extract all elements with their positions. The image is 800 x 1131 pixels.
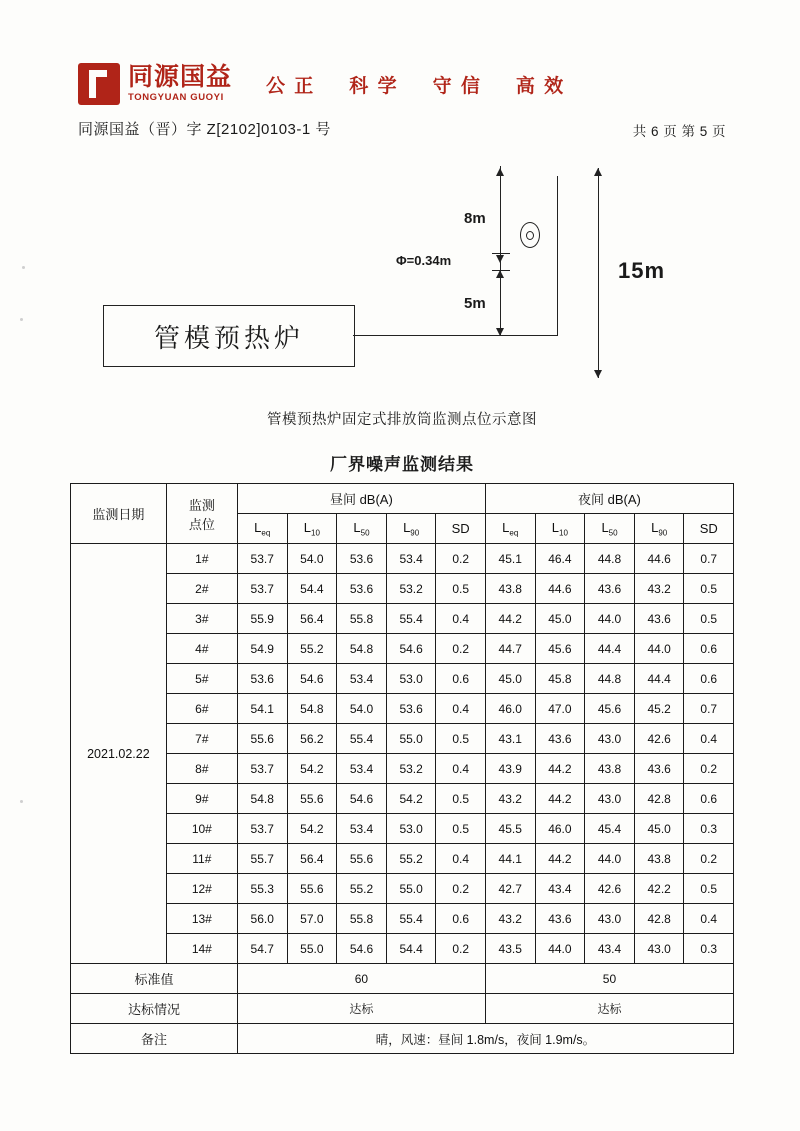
cell-night-l90: 44.0	[634, 634, 684, 664]
cell-day-leq: 56.0	[237, 904, 287, 934]
cell-day-l90: 55.4	[386, 904, 436, 934]
cell-day-l10: 56.4	[287, 844, 337, 874]
cell-day-l50: 53.6	[337, 544, 387, 574]
table-header-row-1	[71, 484, 734, 514]
cell-night-l10: 46.4	[535, 544, 585, 574]
cell-day-sd: 0.2	[436, 544, 485, 574]
slogan-4: 高 效	[515, 75, 566, 97]
cell-night-leq: 43.9	[485, 754, 535, 784]
diameter-tick-top	[492, 253, 510, 254]
header-night-l10: $L_{10}$	[535, 514, 585, 544]
value-note: 晴，风速：昼间 1.8m/s，夜间 1.9m/s。	[237, 1024, 733, 1054]
company-name-cn: 同源国益	[128, 63, 233, 92]
cell-day-sd: 0.5	[436, 724, 485, 754]
cell-point: 4#	[166, 634, 237, 664]
page-indicator: 共 6 页 第 5 页	[632, 124, 726, 139]
cell-day-l10: 54.6	[287, 664, 337, 694]
cell-night-sd: 0.3	[684, 934, 734, 964]
cell-night-leq: 45.5	[485, 814, 535, 844]
duct-horizontal-line	[353, 335, 558, 336]
header-day-sd: SD	[436, 514, 485, 544]
header-day-leq: $L_{eq}$	[237, 514, 287, 544]
cell-night-l10: 44.6	[535, 574, 585, 604]
cell-night-l50: 45.6	[585, 694, 635, 724]
cell-night-leq: 46.0	[485, 694, 535, 724]
cell-night-l10: 43.6	[535, 724, 585, 754]
company-name-en: TONGYUAN GUOYI	[128, 92, 224, 104]
furnace-label: 管模预热炉	[153, 323, 304, 353]
cell-day-l50: 53.4	[337, 814, 387, 844]
cell-day-leq: 55.3	[237, 874, 287, 904]
cell-night-l90: 45.2	[634, 694, 684, 724]
document-number: 同源国益（晋）字 Z[2102]0103-1 号	[78, 121, 331, 138]
cell-day-l90: 55.0	[386, 724, 436, 754]
cell-day-l90: 54.2	[386, 784, 436, 814]
cell-day-sd: 0.5	[436, 784, 485, 814]
cell-day-sd: 0.6	[436, 904, 485, 934]
cell-night-l50: 45.4	[585, 814, 635, 844]
cell-day-l10: 55.2	[287, 634, 337, 664]
cell-night-leq: 42.7	[485, 874, 535, 904]
cell-night-l50: 43.0	[585, 904, 635, 934]
cell-day-leq: 53.7	[237, 574, 287, 604]
cell-night-leq: 45.1	[485, 544, 535, 574]
table-row	[71, 934, 734, 964]
cell-day-l50: 55.2	[337, 874, 387, 904]
header-point-line2: 点位	[188, 516, 215, 532]
cell-night-l90: 42.8	[634, 784, 684, 814]
cell-day-l10: 55.0	[287, 934, 337, 964]
cell-night-leq: 43.1	[485, 724, 535, 754]
cell-night-l50: 43.4	[585, 934, 635, 964]
diagram-caption: 管模预热炉固定式排放筒监测点位示意图	[267, 412, 537, 428]
cell-point: 9#	[166, 784, 237, 814]
cell-day-l50: 54.8	[337, 634, 387, 664]
company-logo-icon	[78, 63, 120, 105]
cell-day-l90: 53.6	[386, 694, 436, 724]
cell-night-sd: 0.3	[684, 814, 734, 844]
table-row	[71, 754, 734, 784]
cell-day-sd: 0.6	[436, 664, 485, 694]
cell-day-l10: 54.4	[287, 574, 337, 604]
cell-night-sd: 0.5	[684, 574, 734, 604]
header-date: 监测日期	[71, 484, 167, 544]
cell-night-leq: 44.1	[485, 844, 535, 874]
cell-night-l10: 43.6	[535, 904, 585, 934]
header-night-group: 夜间 dB(A)	[485, 484, 733, 514]
cell-day-leq: 55.9	[237, 604, 287, 634]
cell-day-l90: 54.6	[386, 634, 436, 664]
cell-point: 11#	[166, 844, 237, 874]
cell-day-l10: 54.0	[287, 544, 337, 574]
cell-night-l10: 45.6	[535, 634, 585, 664]
slogan-list	[266, 71, 565, 98]
cell-night-sd: 0.4	[684, 904, 734, 934]
scan-artifact	[22, 266, 25, 269]
cell-night-sd: 0.2	[684, 754, 734, 784]
cell-day-leq: 53.7	[237, 754, 287, 784]
cell-night-leq: 44.7	[485, 634, 535, 664]
cell-point: 7#	[166, 724, 237, 754]
label-compliance: 达标情况	[71, 994, 238, 1024]
cell-night-sd: 0.6	[684, 784, 734, 814]
cell-night-l50: 44.4	[585, 634, 635, 664]
diameter-tick-bottom	[492, 270, 510, 271]
cell-night-l10: 45.8	[535, 664, 585, 694]
cell-night-sd: 0.6	[684, 634, 734, 664]
cell-day-l50: 53.6	[337, 574, 387, 604]
cell-night-l90: 43.8	[634, 844, 684, 874]
cell-day-l50: 53.4	[337, 754, 387, 784]
cell-day-l10: 54.2	[287, 814, 337, 844]
cell-night-sd: 0.5	[684, 874, 734, 904]
dimension-arrow-lower	[500, 270, 501, 336]
noise-results-table	[70, 483, 734, 1054]
scan-artifact	[20, 800, 23, 803]
header-point-line1: 监测	[188, 497, 215, 513]
cell-point: 13#	[166, 904, 237, 934]
value-compliance-night: 达标	[485, 994, 733, 1024]
slogan-1: 公 正	[266, 75, 316, 97]
cell-night-l50: 43.0	[585, 784, 635, 814]
header-night-l50: $L_{50}$	[585, 514, 635, 544]
label-height-upper: 8m	[464, 210, 486, 227]
cell-night-leq: 43.5	[485, 934, 535, 964]
cell-day-leq: 55.6	[237, 724, 287, 754]
cell-day-l50: 54.0	[337, 694, 387, 724]
table-row	[71, 664, 734, 694]
cell-day-l90: 55.2	[386, 844, 436, 874]
cell-day-l90: 53.4	[386, 544, 436, 574]
cell-date: 2021.02.22	[71, 544, 167, 964]
cell-day-leq: 54.9	[237, 634, 287, 664]
cell-night-l90: 43.2	[634, 574, 684, 604]
stack-diagram	[78, 150, 726, 474]
cell-point: 5#	[166, 664, 237, 694]
cell-day-l90: 53.2	[386, 754, 436, 784]
cell-day-l50: 55.8	[337, 904, 387, 934]
label-note: 备注	[71, 1024, 238, 1054]
cell-day-leq: 53.7	[237, 814, 287, 844]
cell-day-l90: 55.0	[386, 874, 436, 904]
cell-night-l10: 44.0	[535, 934, 585, 964]
cell-day-sd: 0.2	[436, 874, 485, 904]
slogan-3: 守 信	[432, 75, 482, 97]
cell-day-leq: 55.7	[237, 844, 287, 874]
value-standard-night: 50	[485, 964, 733, 994]
cell-night-l50: 44.8	[585, 664, 635, 694]
cell-night-sd: 0.7	[684, 694, 734, 724]
table-row	[71, 574, 734, 604]
cell-day-l90: 53.0	[386, 814, 436, 844]
dimension-arrow-stack	[598, 168, 599, 378]
cell-night-l50: 43.0	[585, 724, 635, 754]
header-night-l90: $L_{90}$	[634, 514, 684, 544]
table-row	[71, 784, 734, 814]
cell-night-sd: 0.5	[684, 604, 734, 634]
cell-night-l10: 43.4	[535, 874, 585, 904]
cell-night-l90: 42.6	[634, 724, 684, 754]
cell-point: 14#	[166, 934, 237, 964]
cell-day-leq: 53.7	[237, 544, 287, 574]
table-row-compliance	[71, 994, 734, 1024]
cell-night-l50: 44.8	[585, 544, 635, 574]
cell-day-sd: 0.4	[436, 694, 485, 724]
cell-day-sd: 0.5	[436, 814, 485, 844]
cell-night-sd: 0.7	[684, 544, 734, 574]
cell-point: 6#	[166, 694, 237, 724]
cell-night-sd: 0.4	[684, 724, 734, 754]
cell-day-l90: 54.4	[386, 934, 436, 964]
cell-night-leq: 43.8	[485, 574, 535, 604]
cell-day-l10: 57.0	[287, 904, 337, 934]
cell-night-leq: 44.2	[485, 604, 535, 634]
header-day-l10: $L_{10}$	[287, 514, 337, 544]
company-logo-text	[128, 65, 232, 103]
furnace-box	[103, 305, 355, 367]
cell-night-l10: 45.0	[535, 604, 585, 634]
value-standard-day: 60	[237, 964, 485, 994]
cell-night-l90: 44.6	[634, 544, 684, 574]
cell-day-leq: 54.7	[237, 934, 287, 964]
cell-night-leq: 43.2	[485, 904, 535, 934]
cell-point: 10#	[166, 814, 237, 844]
cell-night-l50: 44.0	[585, 604, 635, 634]
table-row	[71, 874, 734, 904]
cell-day-l10: 56.2	[287, 724, 337, 754]
cell-point: 12#	[166, 874, 237, 904]
cell-point: 3#	[166, 604, 237, 634]
cell-night-l90: 45.0	[634, 814, 684, 844]
cell-day-leq: 53.6	[237, 664, 287, 694]
label-diameter: Φ=0.34m	[396, 253, 452, 268]
table-row	[71, 844, 734, 874]
cell-day-sd: 0.4	[436, 844, 485, 874]
cell-night-l10: 47.0	[535, 694, 585, 724]
table-row	[71, 724, 734, 754]
dimension-arrow-upper	[500, 168, 501, 263]
document-header	[78, 55, 726, 113]
table-row	[71, 694, 734, 724]
cell-day-l50: 53.4	[337, 664, 387, 694]
cell-night-l10: 44.2	[535, 784, 585, 814]
cell-day-leq: 54.8	[237, 784, 287, 814]
cell-day-l90: 53.0	[386, 664, 436, 694]
cell-day-sd: 0.2	[436, 634, 485, 664]
cell-day-l10: 55.6	[287, 874, 337, 904]
cell-night-leq: 43.2	[485, 784, 535, 814]
cell-point: 1#	[166, 544, 237, 574]
table-row	[71, 634, 734, 664]
cell-night-l90: 43.0	[634, 934, 684, 964]
cell-day-l10: 55.6	[287, 784, 337, 814]
cell-night-l10: 44.2	[535, 754, 585, 784]
table-title: 厂界噪声监测结果	[330, 455, 474, 474]
cell-night-l10: 46.0	[535, 814, 585, 844]
duct-vertical-line	[557, 176, 558, 336]
cell-night-sd: 0.2	[684, 844, 734, 874]
cell-night-l90: 44.4	[634, 664, 684, 694]
cell-night-l90: 43.6	[634, 754, 684, 784]
header-day-group: 昼间 dB(A)	[237, 484, 485, 514]
cell-day-sd: 0.2	[436, 934, 485, 964]
label-height-lower: 5m	[464, 295, 486, 312]
value-compliance-day: 达标	[237, 994, 485, 1024]
slogan-2: 科 学	[349, 75, 399, 97]
cell-day-l50: 54.6	[337, 784, 387, 814]
cell-night-l10: 44.2	[535, 844, 585, 874]
header-night-sd: SD	[684, 514, 734, 544]
cell-point: 8#	[166, 754, 237, 784]
scan-artifact	[20, 318, 23, 321]
cell-point: 2#	[166, 574, 237, 604]
table-row	[71, 544, 734, 574]
header-day-l50: $L_{50}$	[337, 514, 387, 544]
table-row-standard	[71, 964, 734, 994]
table-row	[71, 814, 734, 844]
header-night-leq: $L_{eq}$	[485, 514, 535, 544]
cell-day-leq: 54.1	[237, 694, 287, 724]
cell-day-sd: 0.4	[436, 604, 485, 634]
table-row	[71, 604, 734, 634]
cell-day-l10: 54.2	[287, 754, 337, 784]
cell-day-l50: 55.4	[337, 724, 387, 754]
cell-night-leq: 45.0	[485, 664, 535, 694]
cell-day-l90: 53.2	[386, 574, 436, 604]
cell-night-l50: 43.8	[585, 754, 635, 784]
cell-day-sd: 0.4	[436, 754, 485, 784]
label-standard: 标准值	[71, 964, 238, 994]
cell-night-l90: 43.6	[634, 604, 684, 634]
cell-day-l50: 55.6	[337, 844, 387, 874]
cell-night-l50: 42.6	[585, 874, 635, 904]
sampling-port-icon	[520, 222, 540, 248]
noise-results-table-wrap	[70, 483, 734, 1054]
label-stack-height: 15m	[618, 258, 666, 283]
cell-day-l10: 56.4	[287, 604, 337, 634]
cell-night-sd: 0.6	[684, 664, 734, 694]
cell-night-l50: 43.6	[585, 574, 635, 604]
cell-night-l90: 42.2	[634, 874, 684, 904]
cell-day-l50: 55.8	[337, 604, 387, 634]
cell-night-l90: 42.8	[634, 904, 684, 934]
cell-day-sd: 0.5	[436, 574, 485, 604]
table-body	[71, 544, 734, 1054]
table-row	[71, 904, 734, 934]
cell-night-l50: 44.0	[585, 844, 635, 874]
cell-day-l90: 55.4	[386, 604, 436, 634]
header-point	[166, 484, 237, 544]
cell-day-l50: 54.6	[337, 934, 387, 964]
header-day-l90: $L_{90}$	[386, 514, 436, 544]
table-row-note	[71, 1024, 734, 1054]
cell-day-l10: 54.8	[287, 694, 337, 724]
